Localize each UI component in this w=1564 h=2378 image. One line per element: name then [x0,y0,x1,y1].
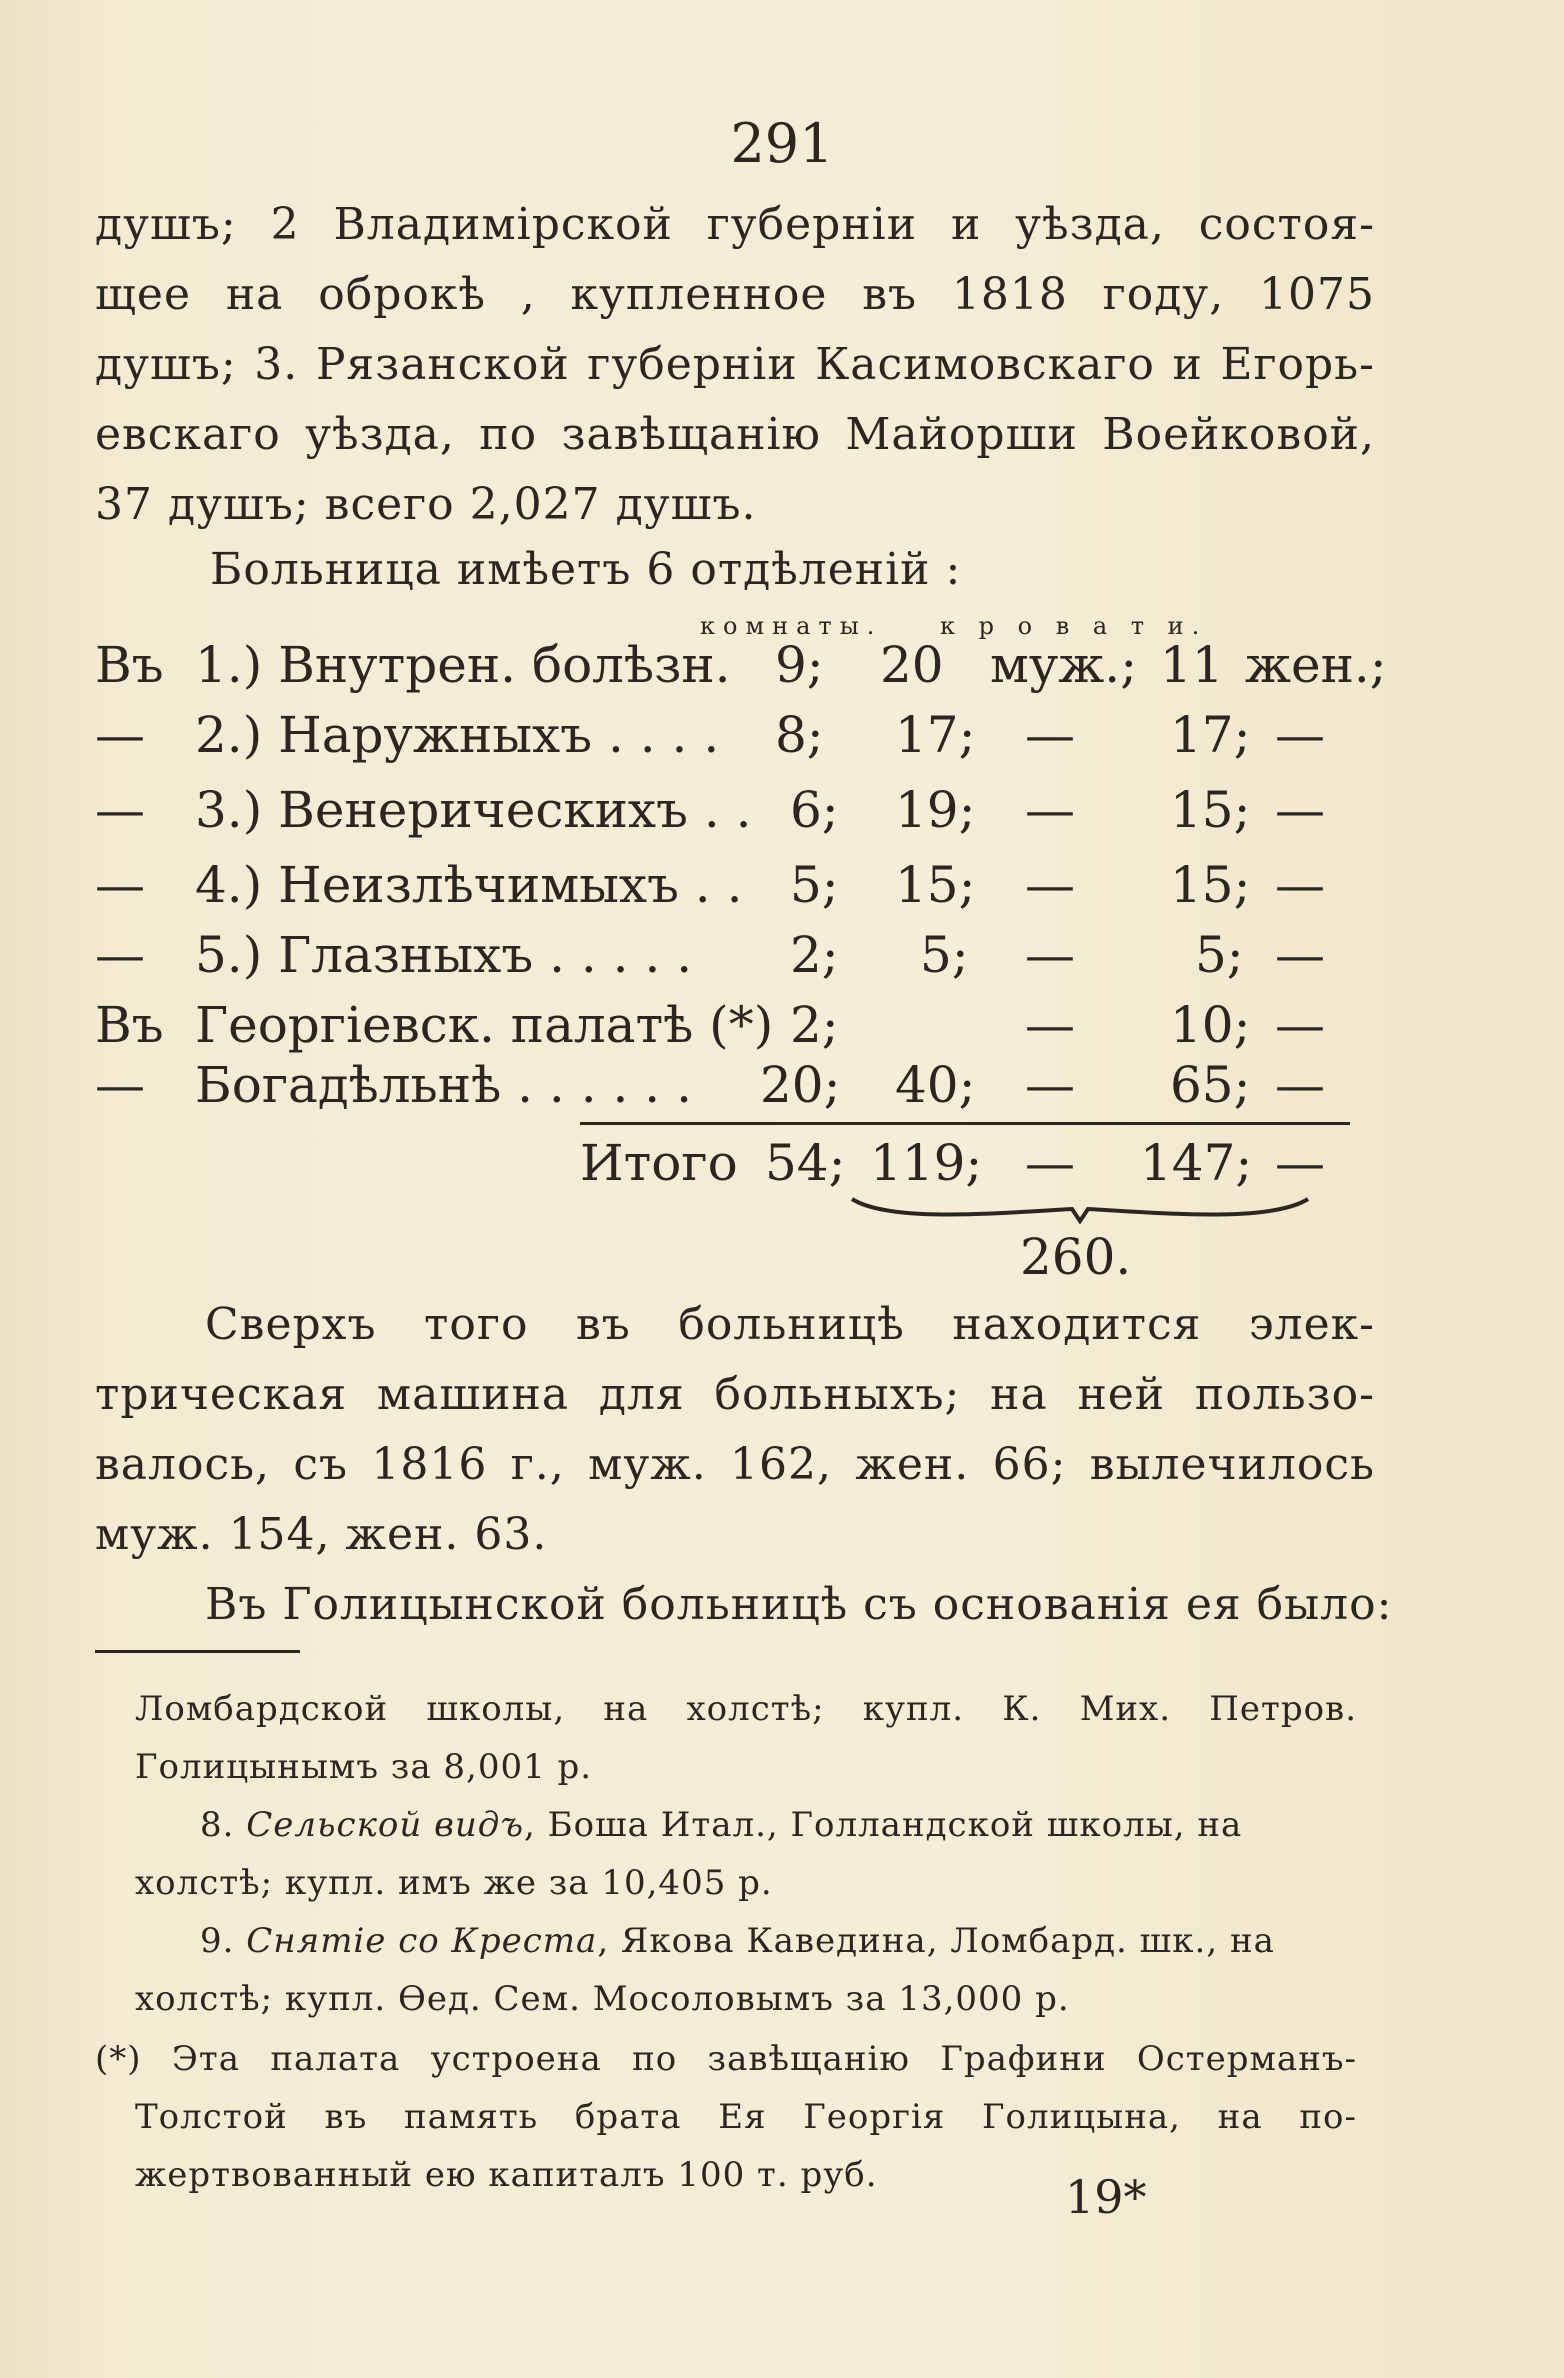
row-men: 17; [895,706,976,764]
row-prefix: — [95,1056,145,1114]
row-women: 10; [1170,996,1251,1054]
row-rooms: 5; [790,856,839,914]
row-prefix: — [95,781,145,839]
footnote-line: Ломбардской школы, на холстѣ; купл. К. Мих. Петров. [135,1689,1357,1729]
total-rooms: 54; [765,1134,846,1192]
row-men-unit: — [1025,856,1075,914]
row-rooms: 2; [790,926,839,984]
text-line: трическая машина для больныхъ; на ней пользо- [95,1369,1375,1420]
row-rooms: 20; [760,1056,841,1114]
row-women-unit: — [1275,926,1325,984]
row-women: 11 [1160,636,1224,694]
row-name: 3.) Венерическихъ . . [195,781,752,839]
intro-paragraph [95,190,1375,540]
painting-title: Снятіе со Креста [246,1921,598,1961]
footnote-line: Голицынымъ за 8,001 р. [135,1747,593,1787]
row-rooms: 6; [790,781,839,839]
row-name: Георгіевск. палатѣ (*) [195,996,774,1054]
row-men-unit: муж.; [990,636,1138,694]
total-row [0,1128,1564,1208]
total-men: 119; [870,1134,983,1192]
footnote-separator [95,1650,300,1653]
row-name: Богадѣльнѣ . . . . . . [195,1056,692,1114]
row-prefix: — [95,706,145,764]
grand-total: 260. [1020,1228,1132,1286]
total-women-unit: — [1275,1134,1325,1192]
row-men: 20 [880,636,944,694]
footnote-text: , Боша Итал., Голландской школы, на [523,1805,1243,1845]
row-men: 40; [895,1056,976,1114]
text-line: евскаго уѣзда, по завѣщанію Майорши Воейковой, [95,409,1375,460]
row-women-unit: — [1275,996,1325,1054]
table-row [0,920,1564,1000]
row-women-unit: — [1275,856,1325,914]
text-line: щее на оброкѣ , купленное въ 1818 году, 1075 [95,269,1375,320]
table-row [0,850,1564,930]
row-prefix: — [95,926,145,984]
table-row [0,1050,1564,1130]
footnote-line: Толстой въ память брата Ея Георгія Голицына, на по- [135,2097,1357,2137]
row-women: 17; [1170,706,1251,764]
row-name: 5.) Глазныхъ . . . . . [195,926,693,984]
row-men-unit: — [1025,706,1075,764]
row-men-unit: — [1025,926,1075,984]
row-women-unit: жен.; [1245,636,1387,694]
total-label: Итого [580,1134,738,1192]
text-line: 37 душъ; всего 2,027 душъ. [95,479,757,530]
page-number: 291 [730,112,834,175]
row-men: 5; [920,926,969,984]
row-women: 15; [1170,781,1251,839]
footnote-line [135,1912,1357,1970]
row-men-unit: — [1025,1056,1075,1114]
footnote-line [135,1796,1357,1854]
table-row [0,630,1564,710]
table-row [0,700,1564,780]
text-line: муж. 154, жен. 63. [95,1509,548,1560]
total-men-unit: — [1025,1134,1075,1192]
table-intro: Больница имѣетъ 6 отдѣленій : [210,544,962,595]
text-line: душъ; 2 Владимірской губерніи и уѣзда, состоя- [95,199,1375,250]
row-men: 19; [895,781,976,839]
total-rule [580,1122,1350,1125]
signature-mark: 19* [1065,2170,1147,2224]
row-women: 5; [1195,926,1244,984]
painting-title: Сельской видъ [246,1805,524,1845]
footnote-line: (*) Эта палата устроена по завѣщанію Графини Остерманъ- [95,2039,1357,2079]
row-name: 1.) Внутрен. болѣзн. [195,636,731,694]
row-rooms: 9; [775,636,824,694]
golitsyn-paragraph: Въ Голицынской больницѣ съ основанія ея было: [205,1579,1393,1630]
row-women: 65; [1170,1056,1251,1114]
rooms-column-header: комнаты. [700,612,883,640]
row-men-unit: — [1025,996,1075,1054]
asterisk-footnote [95,2030,1357,2204]
row-prefix: Въ [95,636,164,694]
row-rooms: 2; [790,996,839,1054]
row-prefix: — [95,856,145,914]
row-women-unit: — [1275,781,1325,839]
total-women: 147; [1140,1134,1253,1192]
text-line: Сверхъ того въ больницѣ находится элек- [205,1299,1375,1350]
row-women: 15; [1170,856,1251,914]
row-women-unit: — [1275,706,1325,764]
item-number: 8. [200,1805,235,1845]
beds-column-header: к р о в а т и. [940,612,1208,640]
table-row [0,775,1564,855]
row-men-unit: — [1025,781,1075,839]
text-line: валось, съ 1816 г., муж. 162, жен. 66; вылечилось [95,1439,1375,1490]
row-name: 4.) Неизлѣчимыхъ . . [195,856,743,914]
footnote-text: , Якова Каведина, Ломбард. шк., на [597,1921,1275,1961]
row-men: 15; [895,856,976,914]
row-name: 2.) Наружныхъ . . . . [195,706,720,764]
item-number: 9. [200,1921,235,1961]
footnote-line: холстѣ; купл. Ѳед. Сем. Мосоловымъ за 13,000 р. [135,1979,1070,2019]
footnote-line: жертвованный ею капиталъ 100 т. руб. [135,2155,878,2195]
row-rooms: 8; [775,706,824,764]
footnote-line: холстѣ; купл. имъ же за 10,405 р. [135,1863,773,1903]
footnotes [135,1680,1357,2028]
text-line: душъ; 3. Рязанской губерніи Касимовскаго и Егорь- [95,339,1375,390]
electric-machine-paragraph [95,1290,1375,1570]
row-prefix: Въ [95,996,164,1054]
row-women-unit: — [1275,1056,1325,1114]
